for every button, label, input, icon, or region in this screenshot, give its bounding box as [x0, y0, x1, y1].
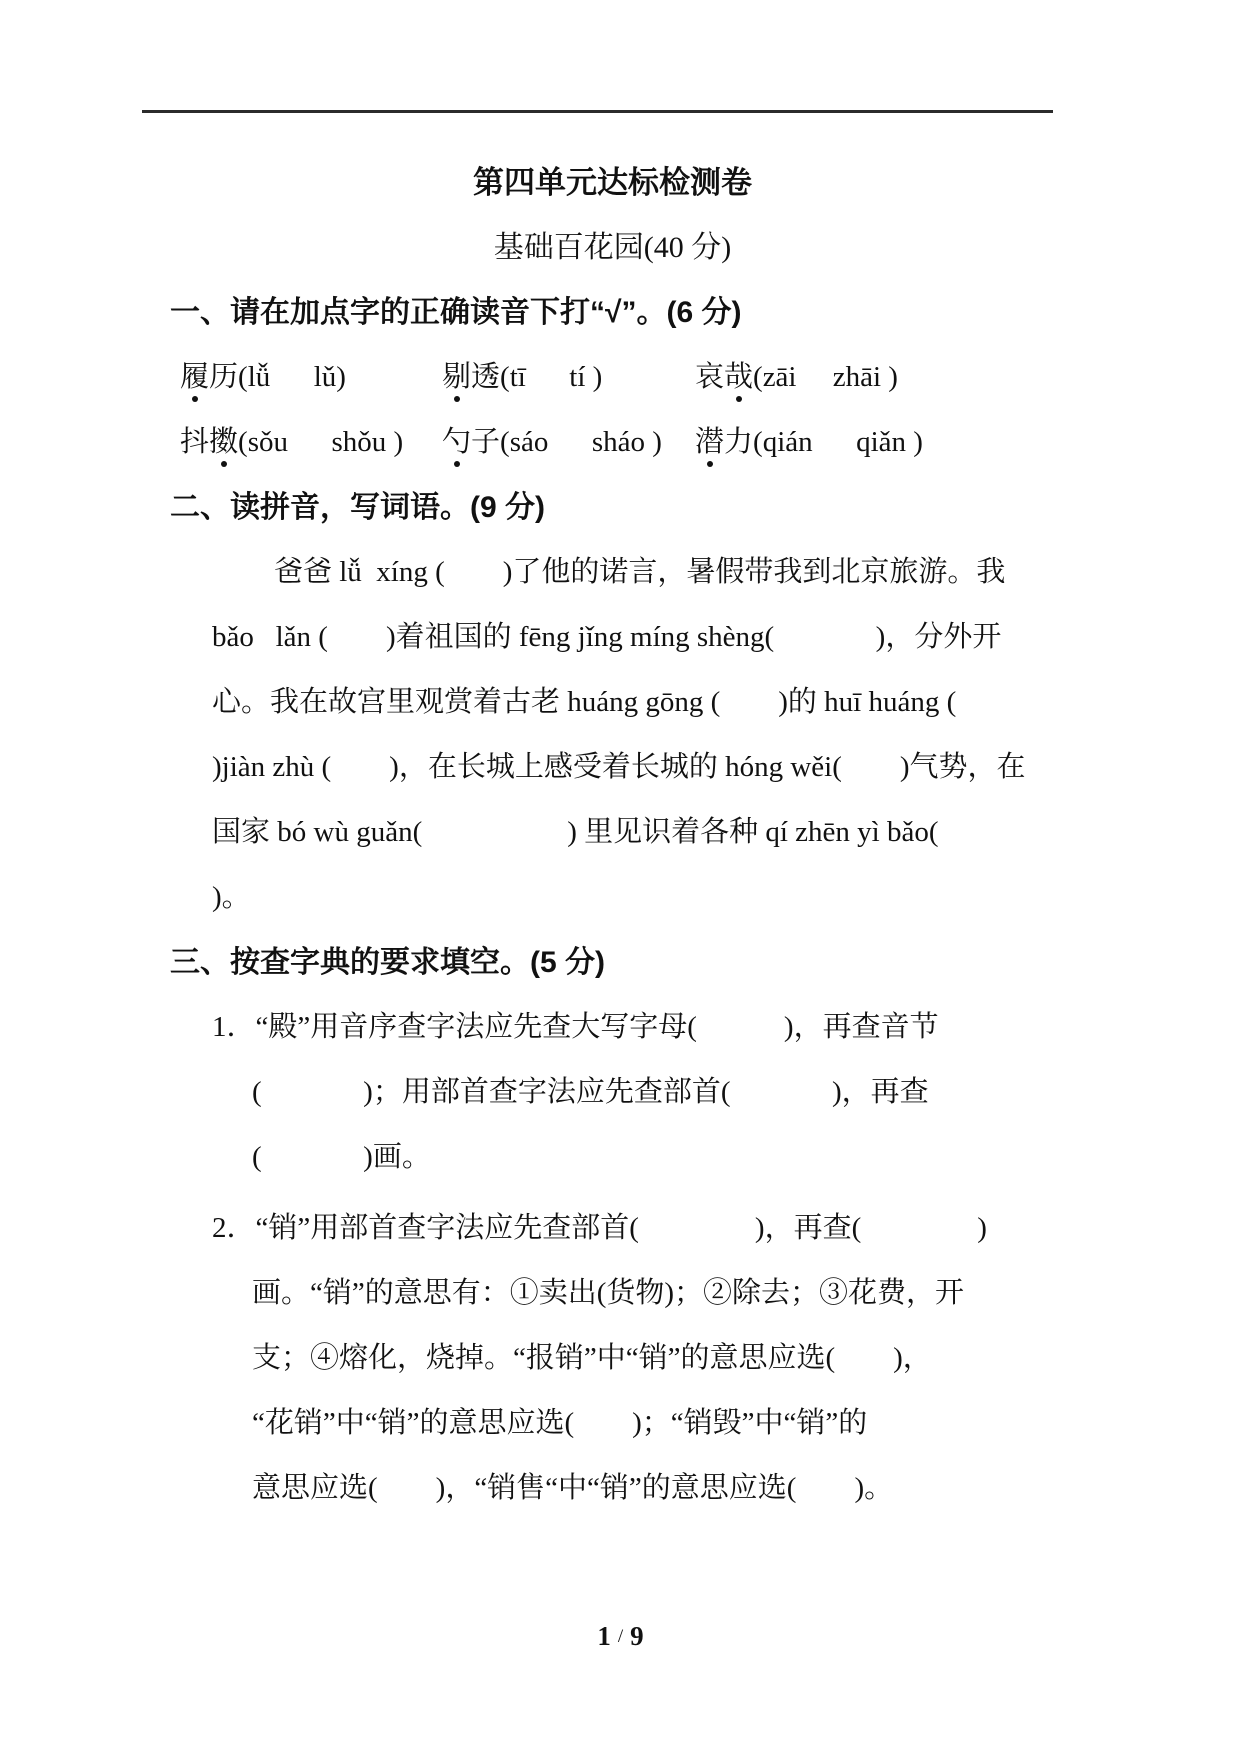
page-separator: / [617, 1626, 624, 1647]
section3-item-1 [212, 995, 1055, 1190]
item-line: 支；④熔化，烧掉。“报销”中“销”的意思应选( )， [252, 1342, 932, 1374]
section2-heading: 二、读拼音，写词语。(9 分) [170, 491, 545, 524]
pinyin-options: (qián qiǎn ) [753, 426, 923, 458]
word-post: 历 [209, 361, 239, 393]
section1-row-2 [180, 410, 1055, 475]
dotted-char: 哉 [724, 361, 754, 393]
item-line [212, 1196, 1055, 1261]
document-content [170, 150, 1055, 1521]
word-pre: 抖 [180, 426, 210, 458]
section1-row-1 [180, 345, 1055, 410]
item-line: “花销”中“销”的意思应选( )；“销毁”中“销”的 [252, 1407, 868, 1439]
pinyin-options: (zāi zhāi ) [753, 361, 898, 393]
word-post: 子 [471, 426, 501, 458]
item-text: “殿”用音序查字法应先查大写字母( )，再查音节 [255, 1011, 939, 1043]
page-current: 1 [597, 1621, 611, 1651]
dotted-char: 潜 [695, 426, 725, 458]
pinyin-options: (sáo sháo ) [500, 426, 662, 458]
pinyin-options: (sǒu shǒu ) [238, 426, 404, 458]
page-total: 9 [630, 1621, 644, 1651]
page-subtitle: 基础百花园(40 分) [493, 231, 732, 264]
page-number [0, 1621, 1241, 1652]
word-item-titou [442, 345, 695, 410]
dotted-char: 擞 [209, 426, 239, 458]
word-item-lvli [180, 345, 442, 410]
item-line: ( )；用部首查字法应先查部首( )，再查 [252, 1076, 929, 1108]
item-number: 2． [212, 1212, 256, 1244]
item-line: 意思应选( )，“销售“中“销”的意思应选( )。 [252, 1472, 894, 1504]
section1-heading: 一、请在加点字的正确读音下打“√”。(6 分) [170, 296, 742, 329]
paragraph-line: bǎo lǎn ( )着祖国的 fēng jǐng míng shèng( )，分外开 [212, 621, 1002, 653]
item-line: 画。“销”的意思有：①卖出(货物)；②除去；③花费，开 [252, 1277, 965, 1309]
word-post: 透 [471, 361, 501, 393]
item-number: 1． [212, 1011, 256, 1043]
dotted-char: 剔 [442, 361, 472, 393]
paragraph-line: 心。我在故宫里观赏着古老 huáng gōng ( )的 huī huáng ( [212, 686, 957, 718]
word-post: 力 [724, 426, 754, 458]
word-item-dousou [180, 410, 442, 475]
word-item-aizai [695, 345, 1055, 410]
item-line [212, 995, 1055, 1060]
word-item-qianli [695, 410, 1055, 475]
pinyin-options: (tī tí ) [500, 361, 603, 393]
item-text: “销”用部首查字法应先查部首( )，再查( ) [255, 1212, 987, 1244]
item-line: ( )画。 [252, 1141, 431, 1173]
dotted-char: 勺 [442, 426, 472, 458]
pinyin-options: (lǚ lǔ) [238, 361, 346, 393]
paragraph-line: )。 [212, 881, 251, 913]
page-title: 第四单元达标检测卷 [473, 165, 752, 200]
dotted-char: 履 [180, 361, 210, 393]
paragraph-line: 国家 bó wù guǎn( ) 里见识着各种 qí zhēn yì bǎo( [212, 816, 939, 848]
word-item-shaozi [442, 410, 695, 475]
section3-heading: 三、按查字典的要求填空。(5 分) [170, 946, 605, 979]
paragraph-line: 爸爸 lǚ xíng ( )了他的诺言，暑假带我到北京旅游。我 [274, 556, 1006, 588]
paragraph-line: )jiàn zhù ( )，在长城上感受着长城的 hóng wěi( )气势，在 [212, 751, 1026, 783]
word-pre: 哀 [695, 361, 725, 393]
header-rule [142, 110, 1053, 113]
section3-item-2 [212, 1196, 1055, 1521]
section2-paragraph [212, 540, 1055, 930]
